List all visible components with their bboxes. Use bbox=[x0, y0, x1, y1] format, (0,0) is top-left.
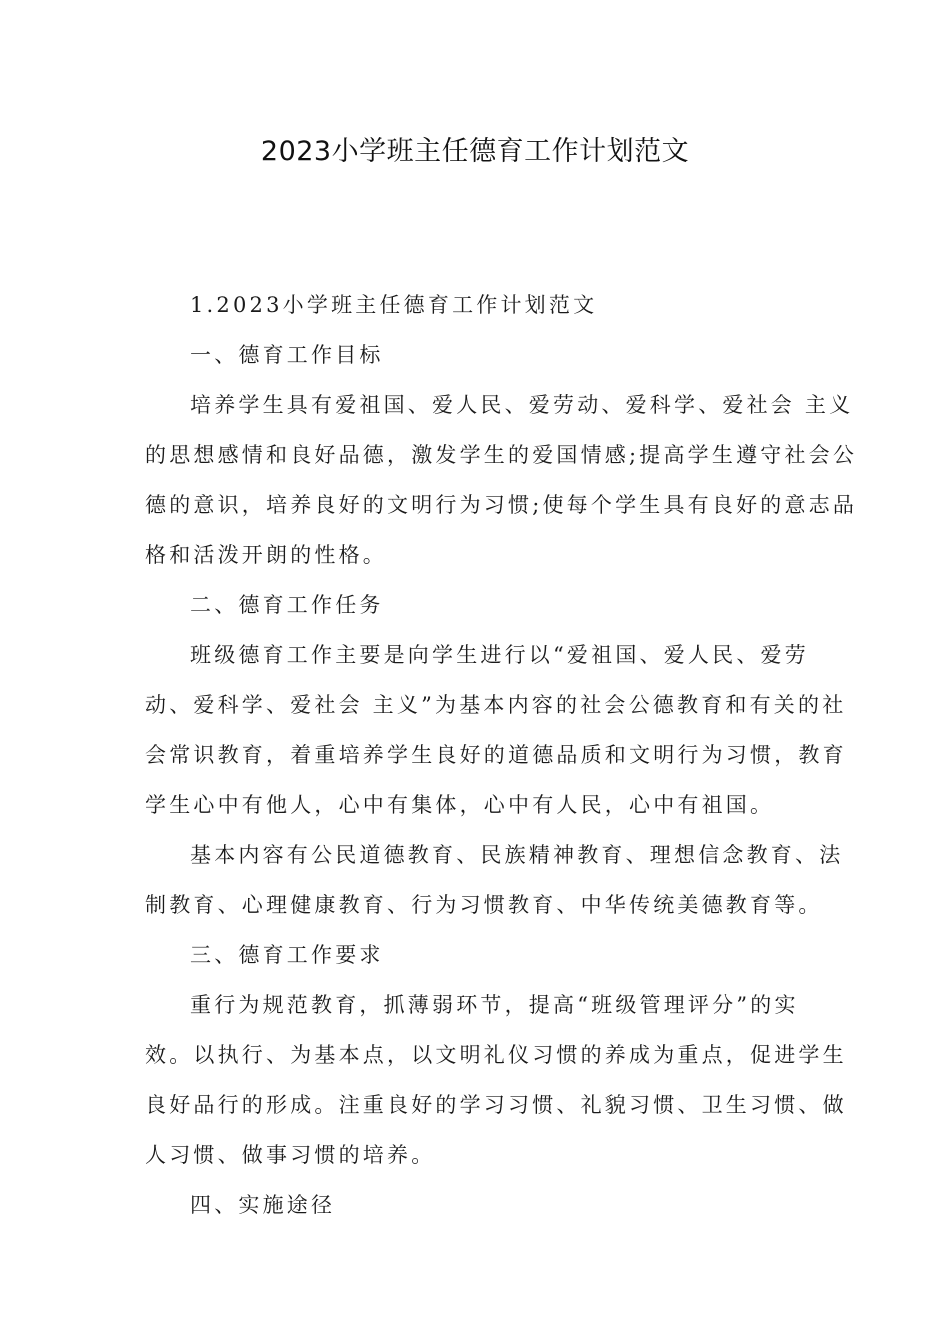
paragraph-line: 良好品行的形成。注重良好的学习习惯、礼貌习惯、卫生习惯、做 bbox=[145, 1093, 847, 1117]
paragraph-line: 德的意识，培养良好的文明行为习惯;使每个学生具有良好的意志品 bbox=[145, 493, 858, 517]
heading-implementation: 四、实施途径 bbox=[190, 1193, 336, 1217]
paragraph-line: 学生心中有他人，心中有集体，心中有人民，心中有祖国。 bbox=[145, 793, 775, 817]
paragraph-line: 格和活泼开朗的性格。 bbox=[145, 543, 387, 567]
paragraph-line: 动、爱科学、爱社会 主义”为基本内容的社会公德教育和有关的社 bbox=[145, 693, 847, 717]
heading-goals: 一、德育工作目标 bbox=[190, 343, 384, 367]
section-heading-1: 1.2023小学班主任德育工作计划范文 bbox=[190, 293, 598, 317]
paragraph-line: 培养学生具有爱祖国、爱人民、爱劳动、爱科学、爱社会 主义 bbox=[190, 393, 854, 417]
paragraph-line: 的思想感情和良好品德，激发学生的爱国情感;提高学生遵守社会公 bbox=[145, 443, 858, 467]
paragraph-line: 会常识教育，着重培养学生良好的道德品质和文明行为习惯，教育 bbox=[145, 743, 847, 767]
heading-tasks: 二、德育工作任务 bbox=[190, 593, 384, 617]
paragraph-line: 班级德育工作主要是向学生进行以“爱祖国、爱人民、爱劳 bbox=[190, 643, 809, 667]
paragraph-line: 效。以执行、为基本点，以文明礼仪习惯的养成为重点，促进学生 bbox=[145, 1043, 847, 1067]
document-title: 2023小学班主任德育工作计划范文 bbox=[260, 136, 690, 167]
paragraph-line: 人习惯、做事习惯的培养。 bbox=[145, 1143, 436, 1167]
paragraph-line: 基本内容有公民道德教育、民族精神教育、理想信念教育、法 bbox=[190, 843, 844, 867]
paragraph-line: 制教育、心理健康教育、行为习惯教育、中华传统美德教育等。 bbox=[145, 893, 823, 917]
heading-requirements: 三、德育工作要求 bbox=[190, 943, 384, 967]
document-body bbox=[145, 280, 858, 1230]
paragraph-line: 重行为规范教育，抓薄弱环节，提高“班级管理评分”的实 bbox=[190, 993, 799, 1017]
